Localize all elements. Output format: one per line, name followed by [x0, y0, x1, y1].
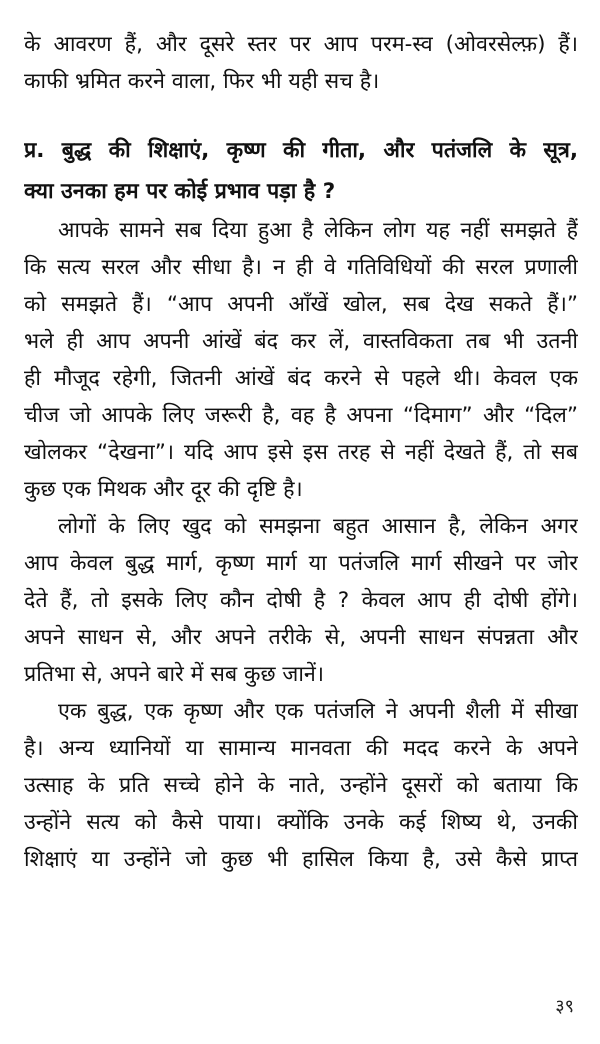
book-page — [24, 26, 578, 878]
text-line: को समझते हैं। “आप अपनी आँखें खोल, सब देख सकते हैं।” — [24, 292, 578, 317]
answer-paragraph-1 — [24, 212, 578, 508]
text-line: चीज जो आपके लिए जरूरी है, वह है अपना “दिमाग” और “दिल” — [24, 403, 578, 428]
text-line: काफी भ्रमित करने वाला, फिर भी यही सच है। — [24, 69, 380, 94]
opening-paragraph — [24, 26, 578, 100]
text-line: कि सत्य सरल और सीधा है। न ही वे गतिविधियों की सरल प्रणाली — [24, 255, 578, 280]
text-line: कुछ एक मिथक और दूर की दृष्टि है। — [24, 477, 303, 502]
text-line: भले ही आप अपनी आंखें बंद कर लें, वास्तविकता तब भी उतनी — [24, 329, 578, 354]
page-number: ३९ — [555, 996, 574, 1017]
text-line: देते हैं, तो इसके लिए कौन दोषी है ? केवल आप ही दोषी होंगे। — [24, 588, 578, 613]
answer-paragraph-3 — [24, 693, 578, 878]
question-heading — [24, 130, 578, 212]
text-line: उन्होंने सत्य को कैसे पाया। क्योंकि उनके कई शिष्य थे, उनकी — [24, 810, 578, 835]
answer-paragraph-2 — [24, 508, 578, 693]
text-line: एक बुद्ध, एक कृष्ण और एक पतंजलि ने अपनी शैली में सीखा — [58, 699, 578, 724]
heading-line: क्या उनका हम पर कोई प्रभाव पड़ा है ? — [24, 179, 336, 204]
text-line: आप केवल बुद्ध मार्ग, कृष्ण मार्ग या पतंजलि मार्ग सीखने पर जोर — [24, 551, 578, 576]
text-line: लोगों के लिए खुद को समझना बहुत आसान है, लेकिन अगर — [58, 514, 578, 539]
text-line: अपने साधन से, और अपने तरीके से, अपनी साधन संपन्नता और — [24, 625, 578, 650]
text-line: प्रतिभा से, अपने बारे में सब कुछ जानें। — [24, 662, 325, 687]
text-line: खोलकर “देखना”। यदि आप इसे इस तरह से नहीं देखते हैं, तो सब — [24, 440, 578, 465]
text-line: के आवरण हैं, और दूसरे स्तर पर आप परम-स्व (ओवरसेल्फ़) हैं। — [24, 32, 578, 57]
text-line: है। अन्य ध्यानियों या सामान्य मानवता की मदद करने के अपने — [24, 736, 578, 761]
text-line: उत्साह के प्रति सच्चे होने के नाते, उन्होंने दूसरों को बताया कि — [24, 773, 578, 798]
heading-line: प्र. बुद्ध की शिक्षाएं, कृष्ण की गीता, और पतंजलि के सूत्र, — [24, 138, 578, 163]
text-line: ही मौजूद रहेगी, जितनी आंखें बंद करने से पहले थी। केवल एक — [24, 366, 578, 391]
text-line: शिक्षाएं या उन्होंने जो कुछ भी हासिल किया है, उसे कैसे प्राप्त — [24, 847, 578, 872]
text-line: आपके सामने सब दिया हुआ है लेकिन लोग यह नहीं समझते हैं — [58, 218, 578, 243]
